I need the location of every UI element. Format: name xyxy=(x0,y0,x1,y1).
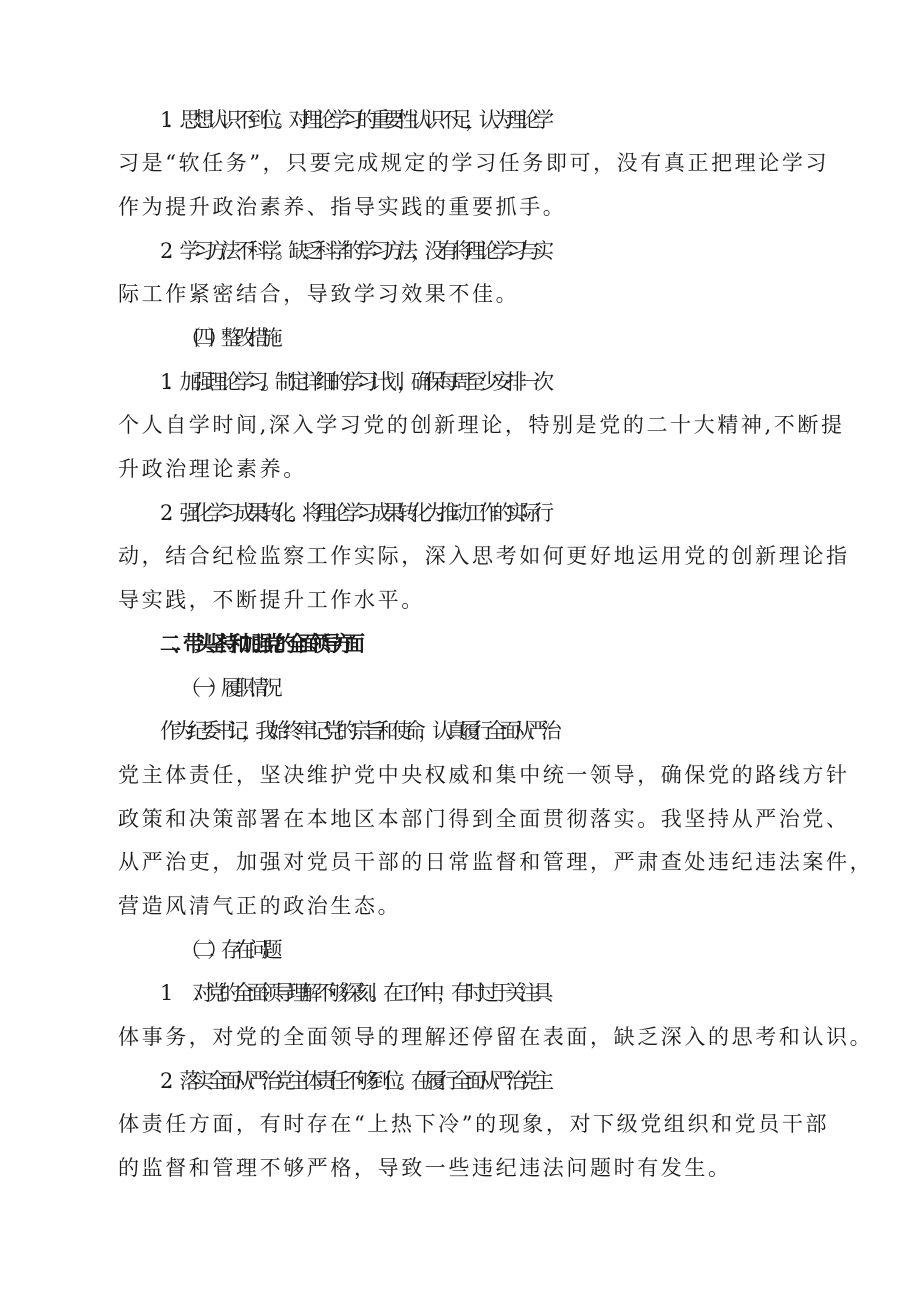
paragraph-line: 营造风清气正的政治生态。 xyxy=(118,894,402,918)
section-heading: 二、带头坚持和加强党的全面领导方面 xyxy=(160,632,356,656)
paragraph-line: 的监督和管理不够严格，导致一些违纪违法问题时有发生。 xyxy=(118,1156,732,1180)
paragraph-line: 2．落实全面从严治党主体责任不够到位。在履行全面从严治党主 xyxy=(160,1069,547,1093)
paragraph-line: 升政治理论素养。 xyxy=(118,457,307,481)
paragraph-line: 1．加强理论学习。制定详细的学习计划，确保每周至少安排一次 xyxy=(160,370,547,394)
paragraph-line: 作为提升政治素养、指导实践的重要抓手。 xyxy=(118,195,567,219)
paragraph-line: 1 .对党的全面领导理解不够深刻。在工作中，有时过于关注具 xyxy=(160,981,547,1005)
paragraph-line: 个人自学时间,深入学习党的创新理论，特别是党的二十大精神,不断提 xyxy=(118,413,845,437)
paragraph-line: 2．学习方法不科学。缺乏科学的学习方法，没有将理论学习与实 xyxy=(160,239,547,263)
subsection-heading: （四）整改措施 xyxy=(180,326,276,350)
paragraph-line: 习是“软任务”，只要完成规定的学习任务即可，没有真正把理论学习 xyxy=(118,151,830,175)
paragraph-line: 体责任方面，有时存在“上热下冷”的现象，对下级党组织和党员干部 xyxy=(118,1112,830,1136)
paragraph-line: 作为纪委书记，我始终牢记党的宗旨和使命，认真履行全面从严治 xyxy=(160,719,555,743)
paragraph-line: 2．强化学习成果转化。将理论学习成果转化为推动工作的实际行 xyxy=(160,501,547,525)
paragraph-line: 政策和决策部署在本地区本部门得到全面贯彻落实。我坚持从严治党、 xyxy=(118,807,850,831)
subsection-heading: （一）履职情况 xyxy=(180,676,276,700)
paragraph-line: 1．思想认识不到位。对理论学习的重要性认识不足，认为理论学 xyxy=(160,108,547,132)
paragraph-line: 际工作紧密结合，导致学习效果不佳。 xyxy=(118,282,520,306)
paragraph-line: 从严治吏，加强对党员干部的日常监督和管理，严肃查处违纪违法案件， xyxy=(118,850,874,874)
subsection-heading: （二）存在问题 xyxy=(180,938,276,962)
paragraph-line: 党主体责任，坚决维护党中央权威和集中统一领导，确保党的路线方针 xyxy=(118,763,850,787)
paragraph-line: 导实践，不断提升工作水平。 xyxy=(118,588,425,612)
paragraph-line: 体事务，对党的全面领导的理解还停留在表面，缺乏深入的思考和认识。 xyxy=(118,1025,874,1049)
paragraph-line: 动，结合纪检监察工作实际，深入思考如何更好地运用党的创新理论指 xyxy=(118,544,850,568)
